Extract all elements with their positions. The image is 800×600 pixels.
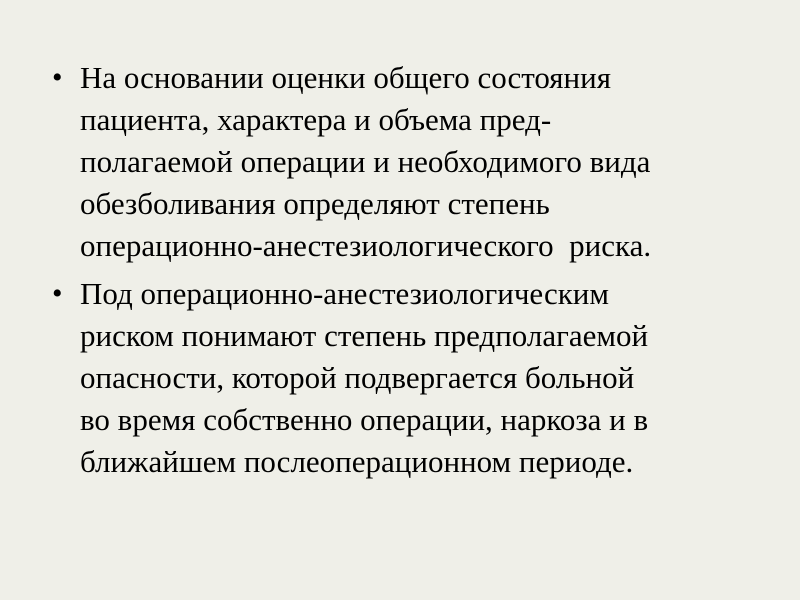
bullet-2-line-2: риском понимают степень предполагаемой (80, 318, 649, 353)
bullet-marker: • (52, 61, 63, 94)
bullet-2-line-3: опасности, которой подвергается больной (80, 360, 635, 395)
bullet-item-2 (50, 273, 750, 483)
bullet-marker: • (52, 277, 63, 310)
bullet-2-line-1: Под операционно-анестезиологическим (80, 276, 609, 311)
bullet-1-line-4: обезболивания определяют степень (80, 186, 550, 221)
bullet-2-line-5: ближайшем послеоперационном периоде. (80, 444, 634, 479)
bullet-list (50, 57, 750, 489)
bullet-1-line-3: полагаемой операции и необходимого вида (80, 144, 651, 179)
bullet-1-line-2: пациента, характера и объема пред- (80, 102, 552, 137)
bullet-item-1 (50, 57, 750, 267)
bullet-2-line-4: во время собственно операции, наркоза и в (80, 402, 649, 437)
bullet-1-line-5: операционно-анестезиологического риска. (80, 228, 652, 263)
bullet-1-line-1: На основании оценки общего состояния (80, 60, 611, 95)
